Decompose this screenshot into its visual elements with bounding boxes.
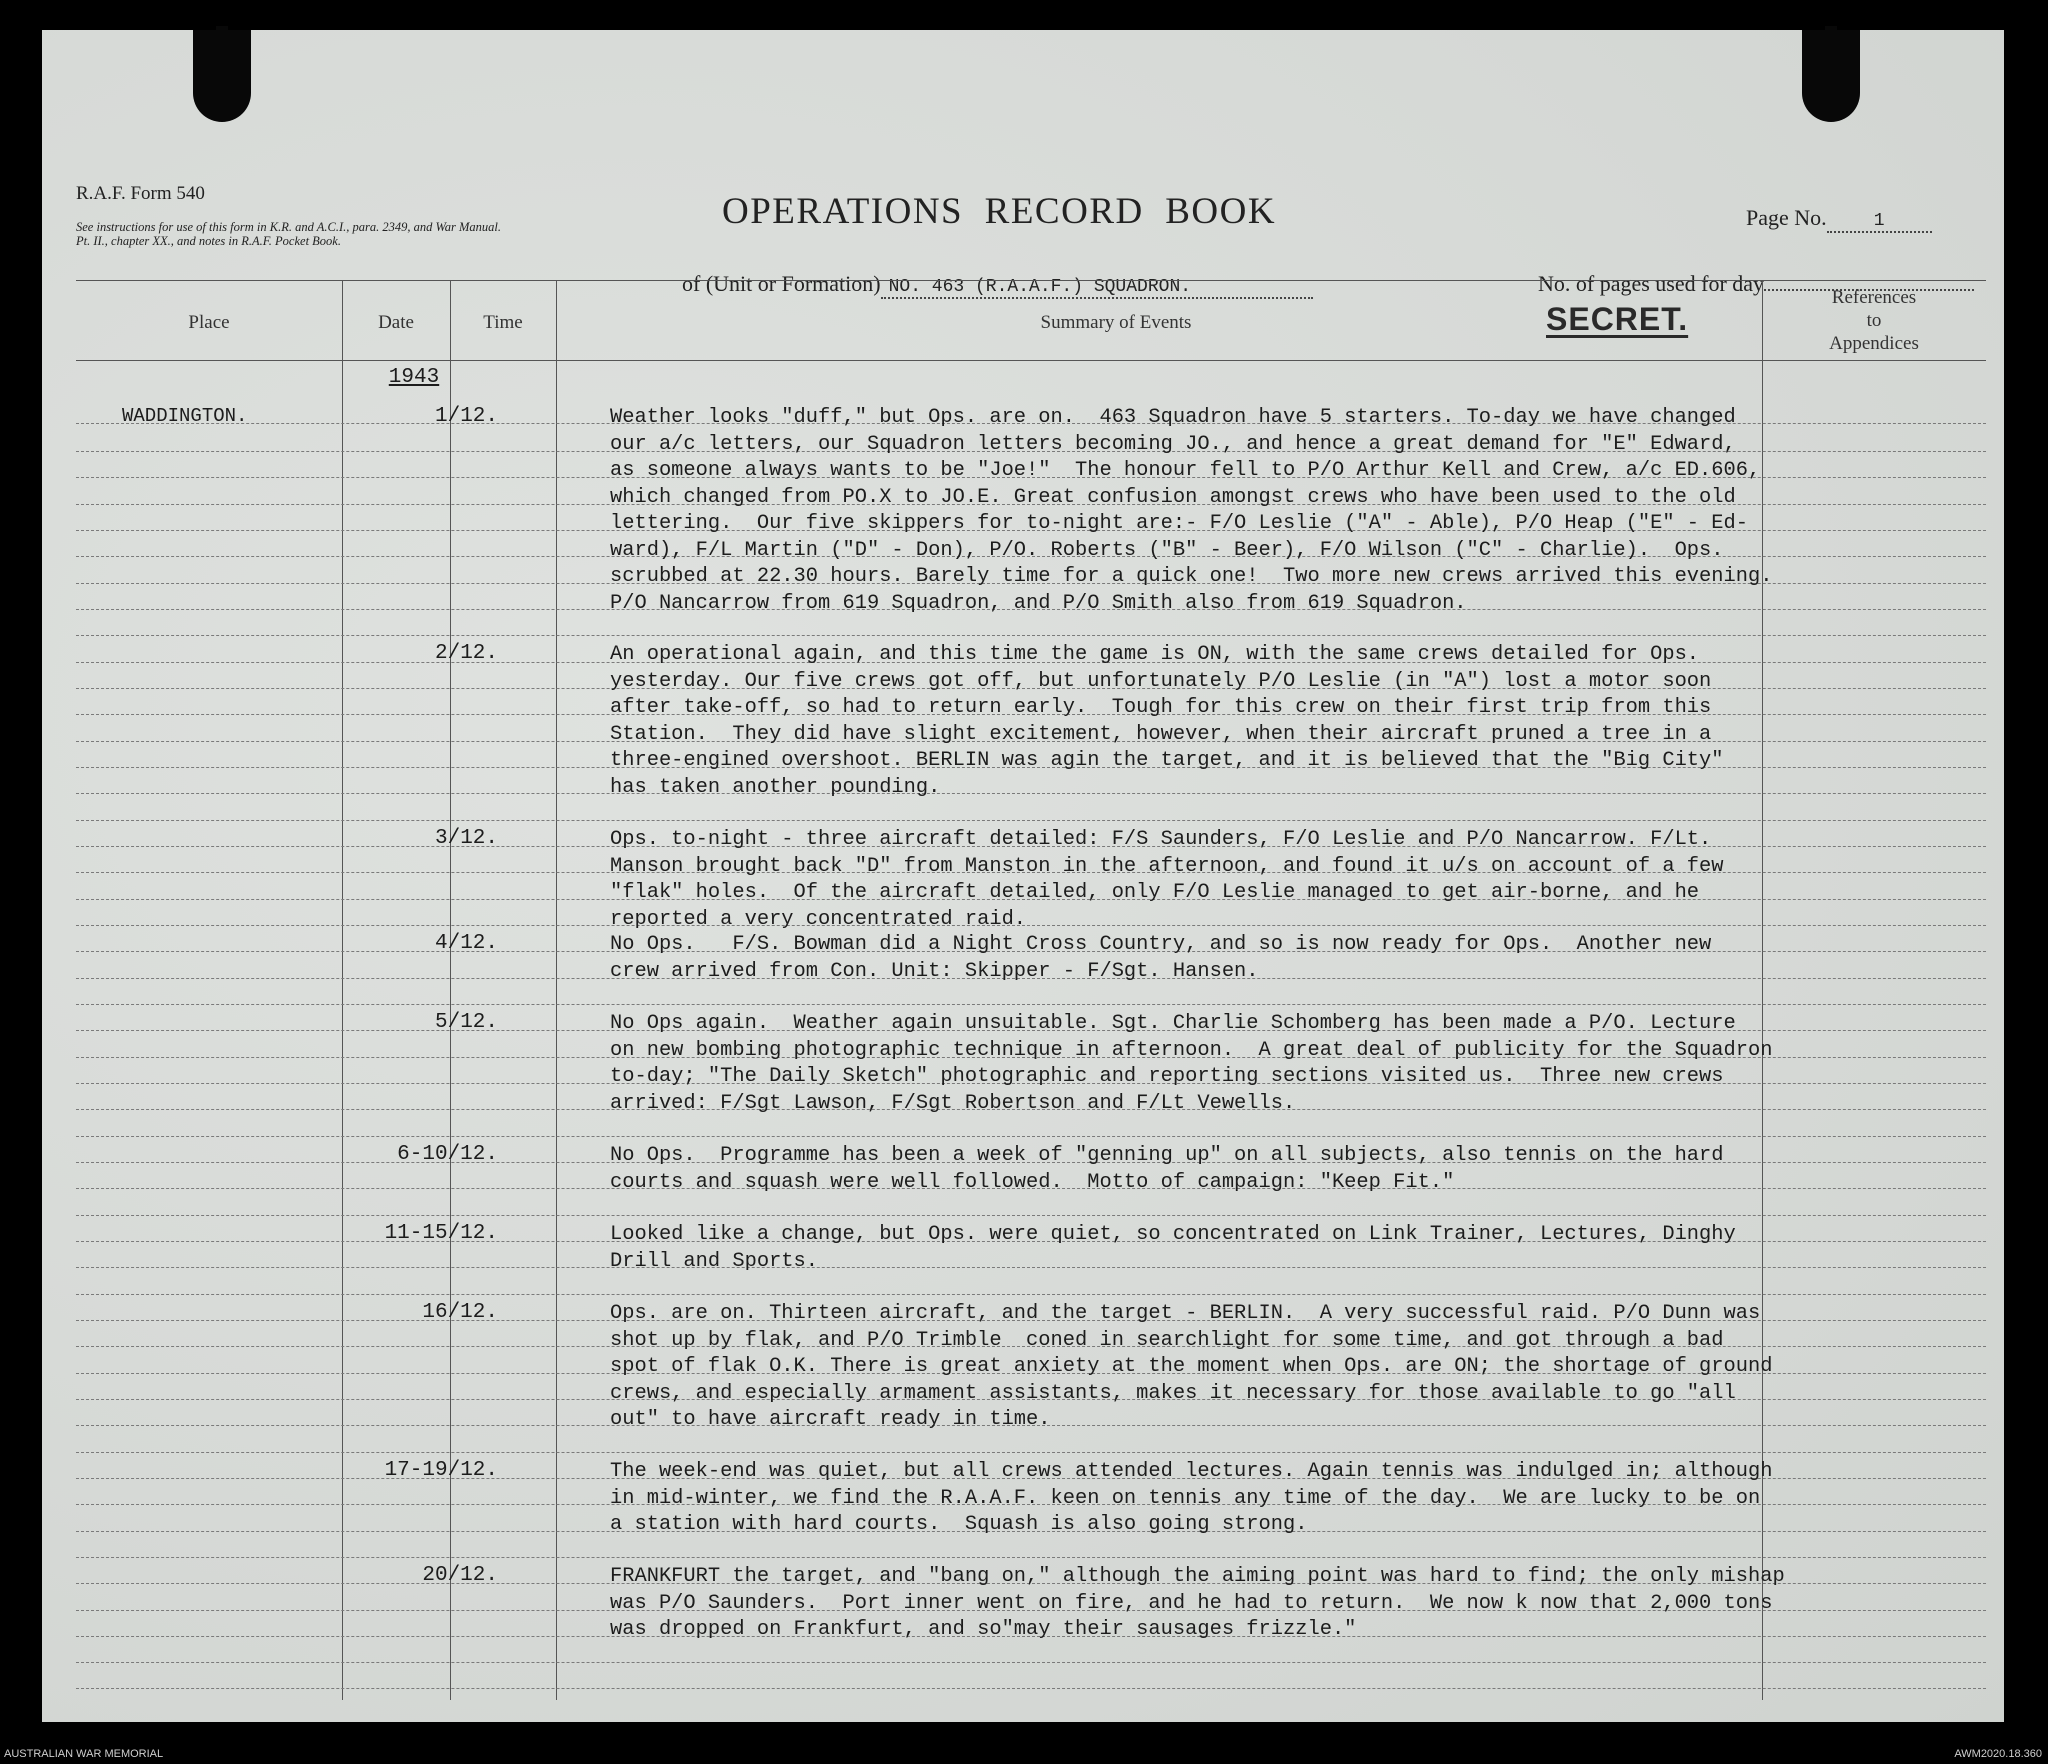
entry-date: 4/12. xyxy=(434,932,498,955)
entry-date: 6-10/12. xyxy=(397,1143,498,1166)
page-number-label: Page No. xyxy=(1746,205,1827,230)
col-header-references-line: Appendices xyxy=(1829,333,1919,354)
col-header-references xyxy=(1762,286,1986,355)
entry-summary: The week-end was quiet, but all crews attended lectures. Again tennis was indulged in; although in mid-winter, we find the R.A.A.F. keen on tennis any time of the day. We are lucky to be on a station with hard courts. Squash is also going strong. xyxy=(610,1460,1773,1536)
col-header-place: Place xyxy=(188,312,230,333)
entry-summary: No Ops again. Weather again unsuitable. Sgt. Charlie Schomberg has been made a P/O. Lecture on new bombing photographic technique in afternoon. A great deal of publicity for the Squadron to-day; "The Daily Sketch" photographic and reporting sections visited us. Three new crews arrived: F/Sgt Lawson, F/Sgt Robertson and F/Lt Vewells. xyxy=(610,1012,1773,1115)
ruled-line xyxy=(76,1557,1986,1558)
entry-date: 1/12. xyxy=(434,405,498,428)
entry-summary: FRANKFURT the target, and "bang on," although the aiming point was hard to find; the only mishap was P/O Saunders. Port inner went on fire, and he had to return. We now k now that 2,000 tons was dropped on Frankfurt, and so"may their sausages frizzle." xyxy=(610,1565,1785,1641)
col-header-time: Time xyxy=(483,312,523,333)
entry-summary: Looked like a change, but Ops. were quiet, so concentrated on Link Trainer, Lectures, Dinghy Drill and Sports. xyxy=(610,1223,1736,1273)
col-divider-date xyxy=(450,280,451,1700)
entry-summary: No Ops. F/S. Bowman did a Night Cross Country, and so is now ready for Ops. Another new crew arrived from Con. Unit: Skipper - F/Sgt. Hansen. xyxy=(610,933,1712,983)
col-divider-place xyxy=(342,280,343,1700)
entry-summary: Weather looks "duff," but Ops. are on. 463 Squadron have 5 starters. To-day we have changed our a/c letters, our Squadron letters becoming JO., and hence a great demand for "E" Edward, as someone always wants to be "Joe!" The honour fell to P/O Arthur Kell and Crew, a/c ED.606, which changed from PO.X to JO.E. Great confusion amongst crews who have been used to the old lettering. Our five skippers for to-night are:- F/O Leslie ("A" - Able), P/O Heap ("E" - Ed- ward), F/L Martin ("D" - Don), P/O. Roberts ("B" - Beer), F/O Wilson ("C" - Charlie). Ops. scrubbed at 22.30 hours. Barely time for a quick one! Two more new crews arrived this evening. P/O Nancarrow from 619 Squadron, and P/O Smith also from 619 Squadron. xyxy=(610,406,1773,615)
entry-summary: Ops. are on. Thirteen aircraft, and the target - BERLIN. A very successful raid. P/O Dunn was shot up by flak, and P/O Trimble coned in searchlight for some time, and got through a bad spot of flak O.K. There is great anxiety at the moment when Ops. are ON; the shortage of ground crews, and especially armament assistants, makes it necessary for those available to go "all out" to have aircraft ready in time. xyxy=(610,1302,1773,1431)
entry-date: 17-19/12. xyxy=(384,1459,498,1482)
archive-credit: AUSTRALIAN WAR MEMORIAL xyxy=(4,1748,164,1760)
unit-value: NO. 463 (R.A.A.F.) SQUADRON. xyxy=(881,277,1313,299)
punch-hole-left xyxy=(193,30,251,122)
form-label: R.A.F. Form 540 xyxy=(76,183,205,204)
year-heading: 1943 xyxy=(388,366,440,389)
form-note: See instructions for use of this form in K.R. and A.C.I., para. 2349, and War Manual. Pt. II., chapter XX., and notes in R.A.F. Pocket Book. xyxy=(76,220,502,248)
ruled-line xyxy=(76,1452,1986,1453)
entry-date: 5/12. xyxy=(434,1011,498,1034)
page-number-value: 1 xyxy=(1827,211,1932,233)
entry-place: WADDINGTON. xyxy=(122,405,248,427)
entry-summary: No Ops. Programme has been a week of "genning up" on all subjects, also tennis on the hard courts and squash were well followed. Motto of campaign: "Keep Fit." xyxy=(610,1144,1724,1194)
ruled-line xyxy=(76,1688,1986,1689)
archive-reference: AWM2020.18.360 xyxy=(1954,1748,2042,1760)
col-divider-time xyxy=(556,280,557,1700)
secret-stamp: SECRET. xyxy=(1546,301,1689,337)
col-header-references-line: References xyxy=(1831,287,1917,308)
page-title: OPERATIONS RECORD BOOK xyxy=(722,191,1277,232)
col-header-references-line: to xyxy=(1866,310,1882,331)
entry-date: 16/12. xyxy=(422,1301,498,1324)
punch-hole-right xyxy=(1802,30,1860,122)
ruled-line xyxy=(76,1004,1986,1005)
ruled-line xyxy=(76,1136,1986,1137)
entry-date: 20/12. xyxy=(422,1564,498,1587)
entry-date: 2/12. xyxy=(434,642,498,665)
col-header-summary: Summary of Events xyxy=(1040,312,1192,333)
entry-summary: An operational again, and this time the game is ON, with the same crews detailed for Ops. yesterday. Our five crews got off, but unfortunately P/O Leslie (in "A") lost a motor soon after take-off, so had to return early. Tough for this crew on their first trip from this Station. They did have slight excitement, however, when their aircraft pruned a tree in a three-engined overshoot. BERLIN was agin the target, and it is believed that the "Big City" has taken another pounding. xyxy=(610,643,1724,799)
unit-field xyxy=(682,271,1313,299)
ruled-line xyxy=(76,1294,1986,1295)
record-sheet xyxy=(42,30,2004,1722)
entry-summary: Ops. to-night - three aircraft detailed: F/S Saunders, F/O Leslie and P/O Nancarrow. F/Lt. Manson brought back "D" from Manston in the afternoon, and found it u/s on account of a few "flak" holes. Of the aircraft detailed, only F/O Leslie managed to get air-borne, and he reported a very concentrated raid. xyxy=(610,828,1724,931)
ruled-line xyxy=(76,820,1986,821)
table-top-rule xyxy=(76,280,1986,281)
col-header-date: Date xyxy=(378,312,414,333)
entry-date: 11-15/12. xyxy=(384,1222,498,1245)
entry-date: 3/12. xyxy=(434,827,498,850)
ruled-line xyxy=(76,1662,1986,1663)
page-number-field xyxy=(1746,205,1932,233)
ruled-line xyxy=(76,635,1986,636)
ruled-line xyxy=(76,1215,1986,1216)
table-header-rule xyxy=(76,360,1986,361)
unit-label: of (Unit or Formation) xyxy=(682,271,881,296)
pages-used-label: No. of pages used for day xyxy=(1538,271,1765,296)
